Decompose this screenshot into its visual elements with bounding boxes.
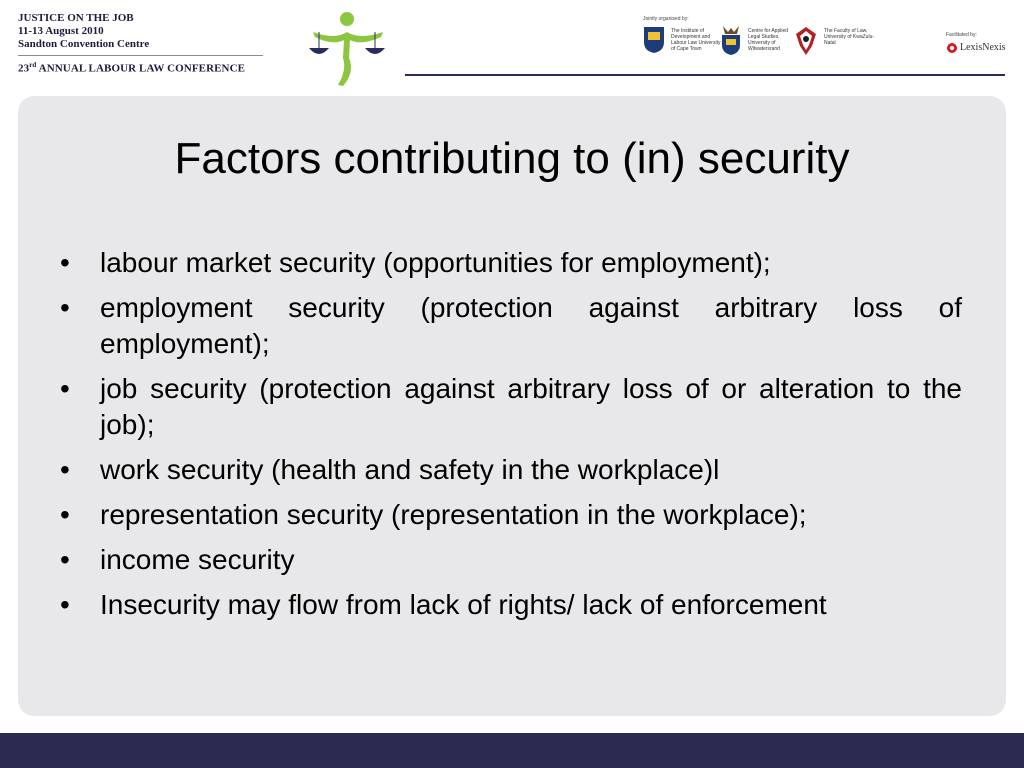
university-crest-icon <box>794 26 818 56</box>
partner-wits-text: Centre for Applied Legal Studies, University of Witwatersrand <box>748 28 789 52</box>
conference-venue: Sandton Convention Centre <box>18 38 150 50</box>
partner-uct-text: The Institute of Development and Labour Law University of Cape Town <box>671 28 721 52</box>
annual-number: 23 <box>18 62 30 75</box>
bullet-marker: • <box>60 589 70 620</box>
slide-title: Factors contributing to (in) security <box>174 134 850 183</box>
bullet-text: representation security (representation in the workplace); <box>100 499 807 530</box>
bullet-text: work security (health and safety in the workplace)l <box>100 454 720 485</box>
bullet-list <box>60 245 962 632</box>
bullet-item <box>60 587 962 623</box>
bullet-item <box>60 542 962 578</box>
bullet-item <box>60 452 962 488</box>
conference-dates: 11-13 August 2010 <box>18 25 104 37</box>
conference-annual-name <box>18 59 263 76</box>
bullet-text: labour market security (opportunities for employment); <box>100 247 771 278</box>
partner-ukzn-text: The Faculty of Law, University of KwaZulu-Natal <box>824 28 875 46</box>
bullet-marker: • <box>60 247 70 278</box>
footer-bar <box>0 733 1024 768</box>
partner-uct <box>643 24 721 60</box>
bullet-marker: • <box>60 454 70 485</box>
facilitated-by-label: Facilitated by: <box>946 32 977 38</box>
annual-label: ANNUAL LABOUR LAW CONFERENCE <box>36 62 246 75</box>
jointly-organised-label: Jointly organised by: <box>643 16 689 22</box>
university-crest-icon <box>643 26 665 54</box>
bullet-marker: • <box>60 373 70 404</box>
bullet-item <box>60 371 962 443</box>
conference-title: JUSTICE ON THE JOB <box>18 12 134 24</box>
annual-ordinal: rd <box>29 61 37 69</box>
partner-ukzn <box>794 24 875 60</box>
lexisnexis-logo <box>946 40 1006 59</box>
bullet-text: income security <box>100 544 295 575</box>
bullet-text: job security (protection against arbitrary loss of or alteration to the job); <box>100 373 962 440</box>
university-crest-icon <box>720 26 742 56</box>
bullet-item <box>60 290 962 362</box>
bullet-marker: • <box>60 499 70 530</box>
conference-divider <box>18 55 263 56</box>
bullet-item <box>60 497 962 533</box>
scales-of-justice-figure-logo <box>305 10 390 88</box>
conference-info <box>18 12 263 76</box>
sponsor-name: LexisNexis <box>960 42 1006 53</box>
lexisnexis-icon <box>946 40 958 54</box>
bullet-item <box>60 245 962 281</box>
slide-header <box>0 0 1024 92</box>
bullet-marker: • <box>60 292 70 323</box>
bullet-text: employment security (protection against arbitrary loss of employment); <box>100 292 962 359</box>
partner-wits <box>720 24 792 60</box>
bullet-marker: • <box>60 544 70 575</box>
header-rule <box>405 74 1005 76</box>
bullet-text: Insecurity may flow from lack of rights/ lack of enforcement <box>100 589 827 620</box>
